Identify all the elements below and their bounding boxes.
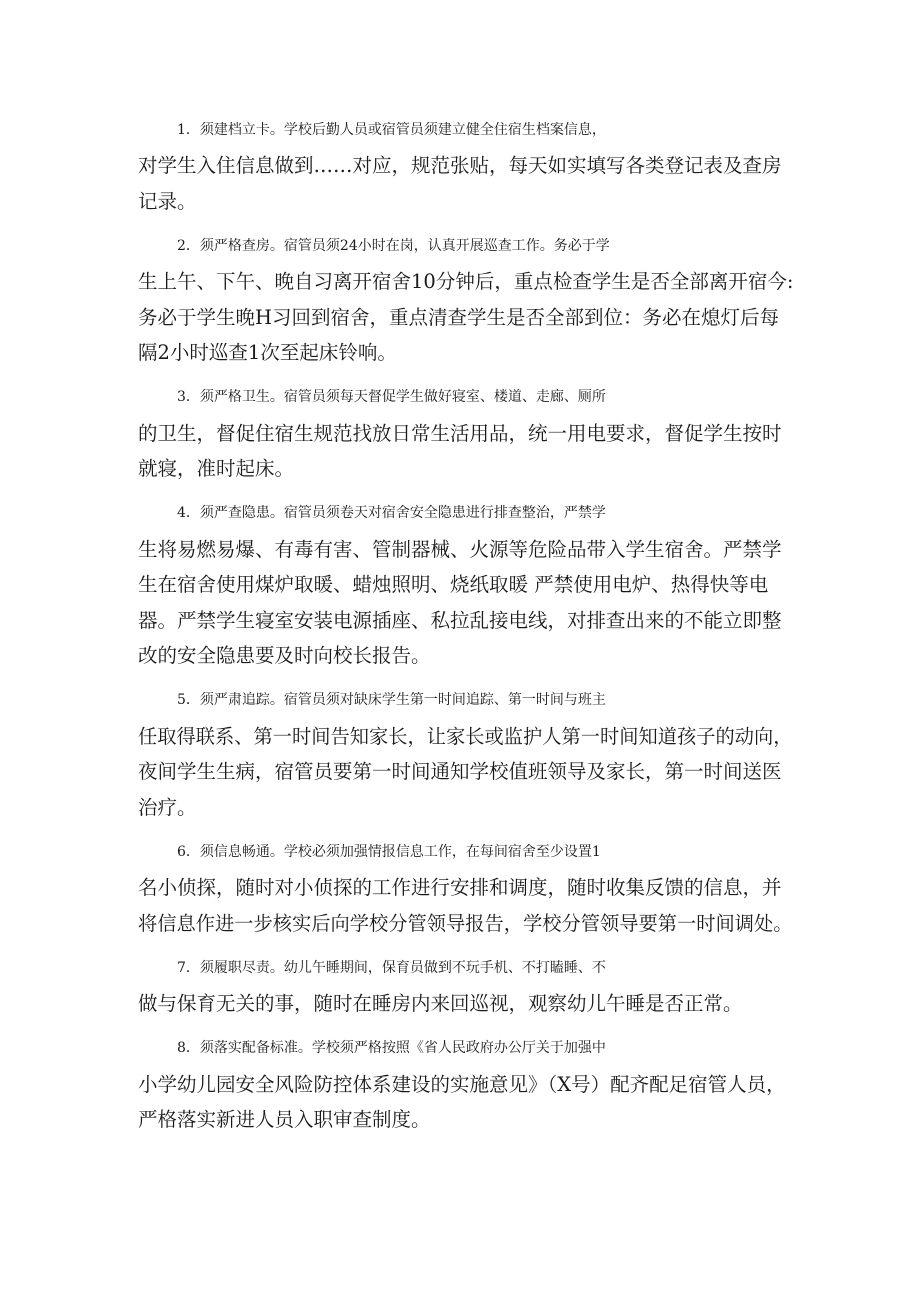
paragraph-line: 1．须建档立卡。学校后勤人员或宿管员须建立健全住宿生档案信息， bbox=[177, 122, 606, 138]
paragraph-line: 严格落实新进人员入职审查制度。 bbox=[138, 1108, 431, 1132]
paragraph-line: 6．须信息畅通。学校必须加强情报信息工作，在每间宿舍至少设置1 bbox=[177, 843, 601, 860]
paragraph-line: 任取得联系、第一时间告知家长，让家长或监护人第一时间知道孩子的动向， bbox=[138, 724, 793, 748]
paragraph-line: 改的安全隐患要及时向校长报告。 bbox=[138, 644, 431, 668]
paragraph-3 bbox=[138, 380, 798, 486]
paragraph-line: 生将易燃易爆、有毒有害、管制器械、火源等危险品带入学生宿舍。严禁学 bbox=[138, 537, 782, 561]
paragraph-line: 对学生入住信息做到……对应，规范张贴，每天如实填写各类登记表及查房 bbox=[138, 154, 782, 178]
paragraph-line: 记录。 bbox=[138, 189, 197, 213]
paragraph-line: 的卫生，督促住宿生规范找放日常生活用品，统一用电要求，督促学生按时 bbox=[138, 421, 782, 445]
paragraph-line: 器。严禁学生寝室安装电源插座、私拉乱接电线，对排查出来的不能立即整 bbox=[138, 608, 782, 632]
paragraph-line: 8．须落实配备标准。学校须严格按照《省人民政府办公厅关于加强中 bbox=[177, 1040, 606, 1057]
paragraph-line: 隔2小时巡查1次至起床铃响。 bbox=[138, 341, 397, 365]
paragraph-line: 务必于学生晚H习回到宿舍，重点清查学生是否全部到位：务必在熄灯后每 bbox=[138, 305, 780, 329]
paragraph-line: 做与保育无关的事，随时在睡房内来回巡视，观察幼儿午睡是否正常。 bbox=[138, 992, 743, 1016]
paragraph-line: 小学幼儿园安全风险防控体系建设的实施意见》（X号）配齐配足宿管人员， bbox=[138, 1072, 786, 1096]
paragraph-1 bbox=[138, 113, 798, 219]
paragraph-2 bbox=[138, 229, 798, 371]
paragraph-6 bbox=[138, 835, 798, 941]
paragraph-line: 3．须严格卫生。宿管员须每天督促学生做好寝室、楼道、走廊、厕所 bbox=[177, 389, 606, 406]
paragraph-line: 生在宿舍使用煤炉取暖、蜡烛照明、烧纸取暖 严禁使用电炉、热得快等电 bbox=[138, 573, 769, 597]
paragraph-line: 就寝，准时起床。 bbox=[138, 457, 295, 481]
paragraph-5 bbox=[138, 683, 798, 825]
paragraph-4 bbox=[138, 496, 798, 673]
paragraph-line: 治疗。 bbox=[138, 795, 197, 819]
paragraph-line: 夜间学生生病，宿管员要第一时间通知学校值班领导及家长，第一时间送医 bbox=[138, 760, 782, 784]
paragraph-line: 5．须严肃追踪。宿管员须对缺床学生第一时间追踪、第一时间与班主 bbox=[177, 692, 606, 709]
paragraph-line: 生上午、下午、晚自习离开宿舍10分钟后，重点检查学生是否全部离开宿今: bbox=[138, 270, 794, 294]
paragraph-7 bbox=[138, 951, 798, 1022]
paragraph-line: 2．须严格查房。宿管员须24小时在岗，认真开展巡查工作。务必于学 bbox=[177, 238, 610, 255]
paragraph-line: 名小侦探，随时对小侦探的工作进行安排和调度，随时收集反馈的信息，并 bbox=[138, 876, 782, 900]
paragraph-8 bbox=[138, 1031, 798, 1137]
paragraph-line: 7．须履职尽责。幼儿午睡期间，保育员做到不玩手机、不打瞌睡、不 bbox=[177, 959, 606, 976]
document-body bbox=[138, 113, 798, 1147]
paragraph-line: 4．须严查隐患。宿管员须卷天对宿舍安全隐患进行排查整治，严禁学 bbox=[177, 505, 606, 522]
paragraph-line: 将信息作进一步核实后向学校分管领导报告，学校分管领导要第一时间调处。 bbox=[138, 911, 793, 935]
